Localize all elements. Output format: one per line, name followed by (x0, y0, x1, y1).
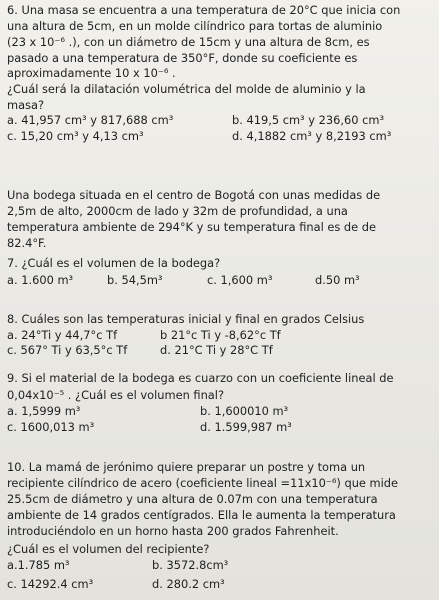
intro-line-2: 2,5m de alto, 2000cm de lado y 32m de profundidad, a una (7, 204, 348, 218)
q10-option-b: b. 3572.8cm³ (152, 558, 229, 572)
q6-line-5: aproximadamente 10 x 10⁻⁶ . (7, 66, 176, 80)
q10-line-1: 10. La mamá de jerónimo quiere preparar un postre y toma un (7, 460, 366, 474)
q10-option-a: a.1.785 m³ (7, 558, 70, 572)
q10-option-c: c. 14292.4 cm³ (7, 577, 94, 591)
q9-option-c: c. 1600,013 m³ (7, 420, 95, 434)
intro-line-3: temperatura ambiente de 294°K y su temperatura final es de de (7, 220, 377, 234)
q9-option-a: a. 1,5999 m³ (7, 404, 81, 418)
q6-option-d: d. 4,1882 cm³ y 8,2193 cm³ (232, 129, 392, 143)
q6-option-a: a. 41,957 cm³ y 817,688 cm³ (7, 113, 174, 127)
q10-line-3: 25.5cm de diámetro y una altura de 0.07m con una temperatura (7, 492, 378, 506)
q7-option-b: b. 54,5m³ (107, 273, 163, 287)
q6-line-6: ¿Cuál será la dilatación volumétrica del molde de aluminio y la (7, 82, 366, 96)
q10-line-6: ¿Cuál es el volumen del recipiente? (7, 542, 210, 556)
q6-line-7: masa? (7, 98, 45, 112)
q9-line-2: 0,04x10⁻⁵ . ¿Cuál es el volumen final? (7, 388, 225, 402)
intro-line-1: Una bodega situada en el centro de Bogotá con unas medidas de (7, 188, 381, 202)
q7-option-d: d.50 m³ (315, 273, 360, 287)
q6-line-1: 6. Una masa se encuentra a una temperatura de 20°C que inicia con (7, 3, 401, 17)
q8-option-d: d. 21°C Ti y 28°C Tf (160, 343, 273, 357)
q6-line-2: una altura de 5cm, en un molde cilíndrico para tortas de aluminio (7, 19, 383, 33)
q10-line-2: recipiente cilíndrico de acero (coeficiente lineal =11x10⁻⁶) que mide (7, 476, 399, 490)
q8-option-a: a. 24°Ti y 44,7°c Tf (7, 328, 118, 342)
q6-option-c: c. 15,20 cm³ y 4,13 cm³ (7, 129, 144, 143)
q7-stem: 7. ¿Cuál es el volumen de la bodega? (7, 256, 221, 270)
q10-option-d: d. 280.2 cm³ (152, 577, 225, 591)
q10-line-4: ambiente de 14 grados centígrados. Ella le aumenta la temperatura (7, 508, 396, 522)
q9-option-d: d. 1.599,987 m³ (200, 420, 292, 434)
q7-option-c: c. 1,600 m³ (207, 273, 273, 287)
q6-line-3: (23 x 10⁻⁶ .), con un diámetro de 15cm y una altura de 8cm, es (7, 35, 370, 49)
q8-option-c: c. 567° Ti y 63,5°c Tf (7, 343, 128, 357)
q9-line-1: 9. Si el material de la bodega es cuarzo con un coeficiente lineal de (7, 371, 394, 385)
q10-line-5: introduciéndolo en un horno hasta 200 grados Fahrenheit. (7, 524, 339, 538)
q8-stem: 8. Cuáles son las temperaturas inicial y final en grados Celsius (7, 312, 365, 326)
q9-option-b: b. 1,600010 m³ (200, 404, 289, 418)
q6-line-4: pasado a una temperatura de 350°F, donde su coeficiente es (7, 51, 358, 65)
q7-option-a: a. 1.600 m³ (7, 273, 74, 287)
q8-option-b: b 21°c Ti y -8,62°c Tf (160, 328, 281, 342)
q6-option-b: b. 419,5 cm³ y 236,60 cm³ (232, 113, 385, 127)
intro-line-4: 82.4°F. (7, 236, 47, 250)
